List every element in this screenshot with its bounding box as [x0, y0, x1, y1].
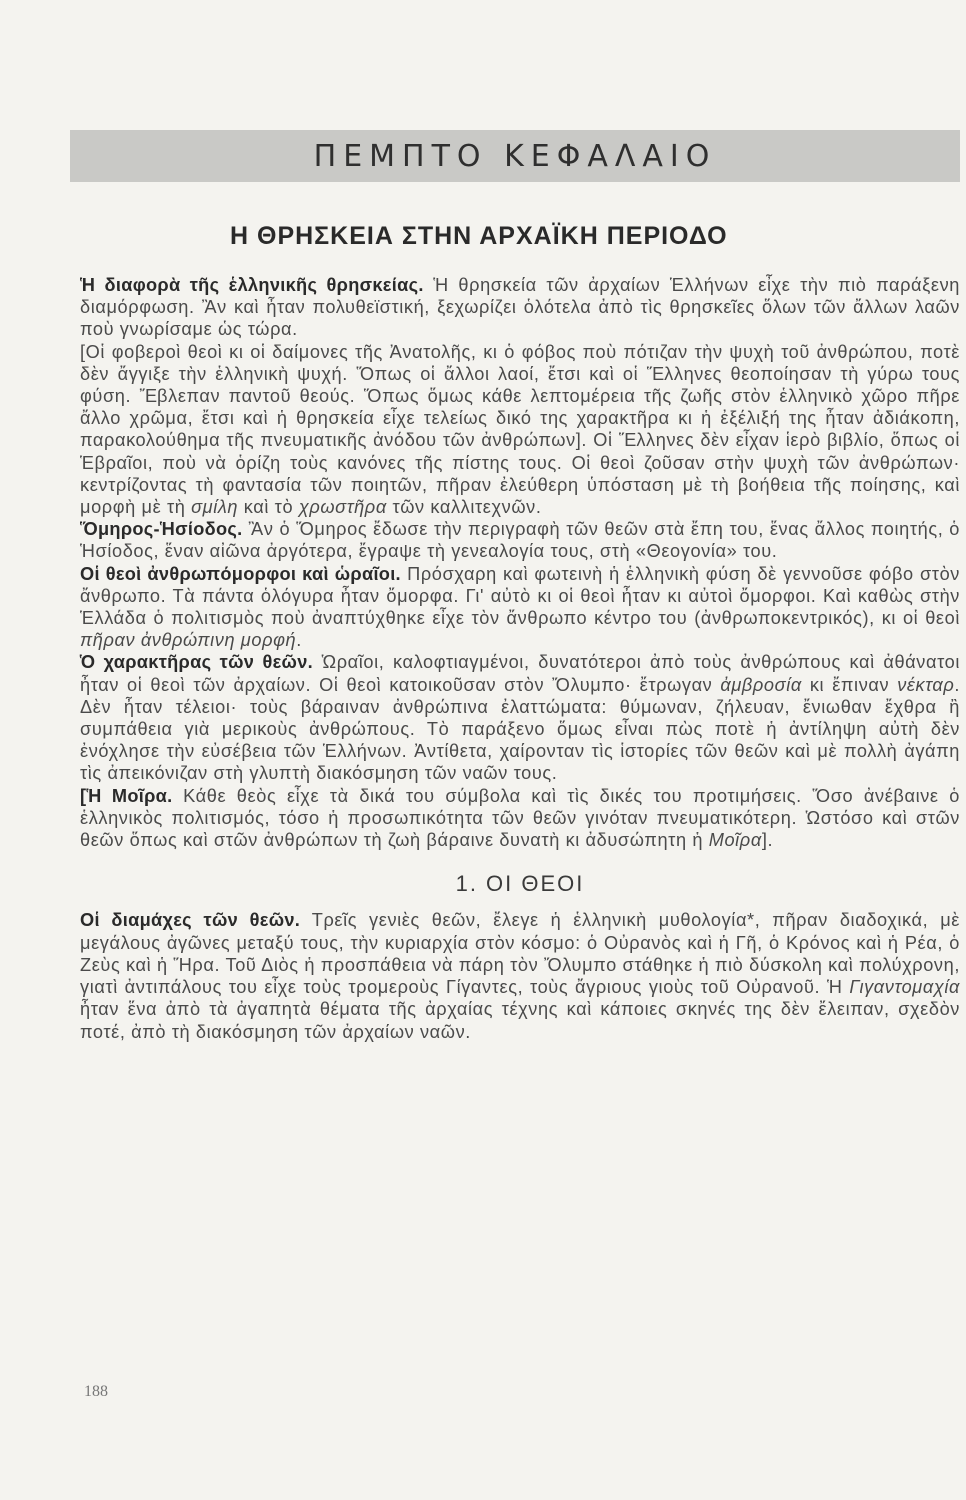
paragraph-text: κι ἔπιναν [801, 674, 898, 695]
paragraph-text: Τρεῖς γενιὲς θεῶν, ἔλεγε ἡ ἑλληνικὴ μυθολογία*, πῆραν διαδοχικά, μὲ μεγάλους ἀγῶνες μεταξύ τους, τὴν κυριαρχία στὸν κόσμο: ὁ Οὐρανὸς καὶ ἡ Γῆ, ὁ Κρόνος καὶ ἡ Ρέα, ὁ Ζεὺς καὶ ἡ Ἥρα. Τοῦ Διὸς ἡ προσπάθεια νὰ πάρη τὸν Ὄλυμπο στάθηκε ἡ πιὸ δύσκολη καὶ πολύχρονη, γιατὶ ἀντιπάλους του εἶχε τοὺς τρομεροὺς Γίγαντες, τοὺς ἄγριους γιοὺς τοῦ Οὐρανοῦ. Ἡ [80, 910, 960, 998]
emphasis: πῆραν ἀνθρώπινη μορφή [80, 630, 297, 651]
paragraph-text: [Οἱ φοβεροὶ θεοὶ κι οἱ δαίμονες τῆς Ἀνατολῆς, κι ὁ φόβος ποὺ πότιζαν τὴν ψυχὴ τοῦ ἀνθρώπου, ποτὲ δὲν ἄγγιξε τὴν ἑλληνικὴ ψυχή. Ὅπως οἱ ἄλλοι λαοί, ἔτσι καὶ οἱ Ἕλληνες θεοποίησαν τὴ γύρω τους φύση. Ἔβλεπαν παντοῦ θεούς. Ὅπως ὅμως κάθε λεπτομέρεια τῆς ζωῆς στὸν ἑλληνικὸ χῶρο πῆρε ἄλλο χρῶμα, ἔτσι καὶ ἡ θρησκεία εἶχε τελείως δικό της χαρακτῆρα κι ἡ ἐξέλιξή της ἦταν ἀδιάκοπη, παρακολούθημα τῆς πνευματικῆς ἀνόδου τῶν ἀνθρώπων]. Οἱ Ἕλληνες δὲν εἶχαν ἱερὸ βιβλίο, ὅπως οἱ Ἑβραῖοι, ποὺ νὰ ὁρίζη τοὺς κανόνες τῆς πίστης τους. Οἱ θεοὶ ζοῦσαν στὴν ψυχὴ τῶν ἀνθρώπων· κεντρίζοντας τὴ φαντασία τῶν ποιητῶν, πῆραν ἐλεύθερη ὑπόσταση μὲ τὴ βοήθεια τῆς ποίησης, καὶ μορφὴ μὲ τὴ [80, 341, 960, 518]
paragraph-text: . Δὲν ἦταν τέλειοι· τοὺς βάραιναν ἀνθρώπινα ἐλαττώματα: θύμωναν, ζήλευαν, ἔνιωθαν ἔχθρα ἢ συμπάθεια γιὰ μερικοὺς ἀνθρώπους. Τὸ παράξενο ὅμως εἶναι πὼς ποτὲ ἡ ἀντίληψη αὐτὴ δὲν ἐνόχλησε τὴν εὐσέβεια τῶν Ἑλλήνων. Ἀντίθετα, χαίρονταν τὶς ἱστορίες τῶν θεῶν καὶ μὲ πολλὴ ἀγάπη τὶς ἀπεικόνιζαν στὴ γλυπτὴ διακόσμηση τῶν ναῶν τους. [80, 674, 960, 784]
paragraph [80, 563, 960, 652]
paragraph-heading: Οἱ θεοὶ ἀνθρωπόμορφοι καὶ ὡραῖοι. [80, 563, 401, 584]
chapter-band [70, 130, 960, 182]
paragraph-heading: Ἡ διαφορὰ τῆς ἑλληνικῆς θρησκείας. [80, 275, 424, 295]
paragraph-heading: [Ἡ Μοῖρα. [80, 785, 173, 806]
emphasis: νέκταρ [897, 674, 955, 695]
emphasis: Μοῖρα [708, 830, 762, 851]
paragraph-text: Κάθε θεὸς εἶχε τὰ δικά του σύμβολα καὶ τὶς δικές του προτιμήσεις. Ὅσο ἀνέβαινε ὁ ἑλληνικὸς πολιτισμός, τόσο ἡ προσωπικότητα τῶν θεῶν γινόταν πνευματικότερη. Ὡστόσο καὶ στῶν θεῶν ὅπως καὶ στῶν ἀνθρώπων τὴ ζωὴ βάραινε δυνατὴ κι ἀδυσώπητη ἡ [80, 785, 960, 851]
paragraph-text: Ἂν ὁ Ὅμηρος ἔδωσε τὴν περιγραφὴ τῶν θεῶν στὰ ἔπη του, ἕνας ἄλλος ποιητής, ὁ Ἡσίοδος, ἕναν αἰῶνα ἀργότερα, ἔγραψε τὴ γενεαλογία τους, στὴ «Θεογονία» του. [80, 519, 960, 562]
paragraph-text: καὶ τὸ [238, 497, 299, 518]
chapter-label: ΠΕΜΠΤΟ ΚΕΦΑΛΑΙΟ [313, 138, 717, 174]
paragraph-heading: Οἱ διαμάχες τῶν θεῶν. [80, 910, 301, 931]
paragraph [80, 785, 960, 852]
chapter-title: Η ΘΡΗΣΚΕΙΑ ΣΤΗΝ ΑΡΧΑΪΚΗ ΠΕΡΙΟΔΟ [230, 222, 728, 250]
paragraph-text: Ὡραῖοι, καλοφτιαγμένοι, δυνατότεροι ἀπὸ τοὺς ἀνθρώπους καὶ ἀθάνατοι ἦταν οἱ θεοὶ τῶν ἀρχαίων. Οἱ θεοὶ κατοικοῦσαν στὸν Ὄλυμπο· ἔτρωγαν [80, 652, 960, 695]
paragraph-heading: Ὅμηρος-Ἡσίοδος. [80, 519, 243, 540]
paragraph-text: Ἡ θρησκεία τῶν ἀρχαίων Ἑλλήνων εἶχε τὴν πιὸ παράξενη διαμόρφωση. Ἂν καὶ ἦταν πολυθεϊστική, ξεχωρίζει ὁλότελα ἀπὸ τὶς θρησκεῖες ὅλων τῶν ἄλλων λαῶν ποὺ γνωρίσαμε ὡς τώρα. [80, 275, 960, 340]
page-number: 188 [84, 1383, 108, 1400]
paragraph-text: τῶν καλλιτεχνῶν. [386, 497, 542, 518]
section-heading: 1. ΟΙ ΘΕΟΙ [455, 871, 585, 897]
body-text [80, 274, 960, 1043]
paragraph-text: ἦταν ἕνα ἀπὸ τὰ ἀγαπητὰ θέματα τῆς ἀρχαίας τέχνης καὶ κάποιες σκηνές της δὲν ἔλειπαν, σχεδὸν ποτέ, ἀπὸ τὴ διακόσμηση τῶν ἀρχαίων ναῶν. [80, 999, 960, 1042]
paragraph [80, 909, 960, 1042]
paragraph [80, 274, 960, 341]
paragraph-text: Πρόσχαρη καὶ φωτεινὴ ἡ ἑλληνικὴ φύση δὲ γεννοῦσε φόβο στὸν ἄνθρωπο. Τὰ πάντα ὁλόγυρα ἦταν ὄμορφα. Γι' αὐτὸ κι οἱ θεοὶ ἦταν κι αὐτοὶ ὄμορφοι. Καὶ καθὼς στὴν Ἑλλάδα ὁ πολιτισμὸς ποὺ ἀναπτύχθηκε εἶχε τὸν ἄνθρωπο κέντρο του (ἀνθρωποκεντρικός), κι οἱ θεοὶ [80, 563, 960, 629]
emphasis: χρωστῆρα [298, 497, 387, 518]
paragraph [80, 518, 960, 562]
paragraph-text: . [296, 630, 302, 651]
paragraph-text: ]. [761, 830, 774, 851]
emphasis: Γιγαντομαχία [849, 977, 960, 998]
paragraph [80, 341, 960, 519]
paragraph [80, 651, 960, 784]
emphasis: ἀμβροσία [720, 674, 802, 695]
emphasis: σμίλη [191, 497, 239, 518]
paragraph-heading: Ὁ χαρακτῆρας τῶν θεῶν. [80, 652, 313, 673]
